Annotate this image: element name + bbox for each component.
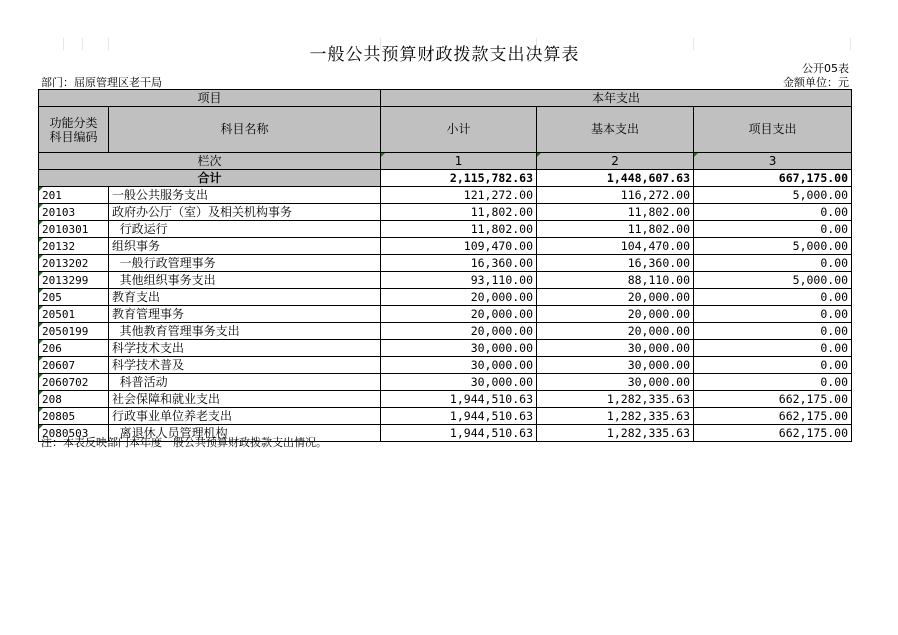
row-basic: 20,000.00 [537,289,694,306]
row-subtotal: 30,000.00 [381,374,537,391]
row-project: 0.00 [694,255,852,272]
row-project: 0.00 [694,323,852,340]
row-code: 20501 [39,306,109,323]
row-subtotal: 11,802.00 [381,204,537,221]
row-basic: 30,000.00 [537,357,694,374]
table-row [39,221,852,238]
row-name: 组织事务 [109,238,381,255]
row-basic: 1,282,335.63 [537,425,694,442]
row-name: 教育支出 [109,289,381,306]
row-subtotal: 20,000.00 [381,323,537,340]
index-row [39,153,852,170]
table-row [39,289,852,306]
row-name: 政府办公厅（室）及相关机构事务 [109,204,381,221]
row-project: 662,175.00 [694,425,852,442]
table-row [39,340,852,357]
row-project: 5,000.00 [694,238,852,255]
project-expense-header: 项目支出 [694,107,852,153]
table-row [39,238,852,255]
row-subtotal: 20,000.00 [381,306,537,323]
row-name: 其他组织事务支出 [109,272,381,289]
subtotal-header: 小计 [381,107,537,153]
code-header [39,107,109,153]
row-name: 科学技术普及 [109,357,381,374]
row-subtotal: 11,802.00 [381,221,537,238]
row-project: 662,175.00 [694,391,852,408]
total-basic: 1,448,607.63 [537,170,694,187]
row-basic: 88,110.00 [537,272,694,289]
row-basic: 16,360.00 [537,255,694,272]
current-year-header: 本年支出 [381,90,852,107]
total-row [39,170,852,187]
row-name: 社会保障和就业支出 [109,391,381,408]
code-header-line1: 功能分类 [49,115,98,130]
row-name: 行政事业单位养老支出 [109,408,381,425]
row-basic: 11,802.00 [537,221,694,238]
row-basic: 1,282,335.63 [537,408,694,425]
row-project: 0.00 [694,340,852,357]
unit-label: 金额单位：元 [783,76,849,89]
row-subtotal: 121,272.00 [381,187,537,204]
footnote: 注：本表反映部门本年度一般公共预算财政拨款支出情况。 [41,436,327,449]
row-code: 2080503 [39,425,109,442]
row-project: 0.00 [694,357,852,374]
row-subtotal: 16,360.00 [381,255,537,272]
header-row-1 [39,90,852,107]
row-subtotal: 30,000.00 [381,340,537,357]
index-2: 2 [537,153,694,170]
row-code: 20103 [39,204,109,221]
table-row [39,272,852,289]
table-row [39,374,852,391]
row-code: 208 [39,391,109,408]
row-name: 一般行政管理事务 [109,255,381,272]
basic-header: 基本支出 [537,107,694,153]
row-subtotal: 109,470.00 [381,238,537,255]
row-project: 662,175.00 [694,408,852,425]
row-project: 0.00 [694,374,852,391]
row-basic: 11,802.00 [537,204,694,221]
row-code: 2060702 [39,374,109,391]
row-code: 2013202 [39,255,109,272]
row-project: 5,000.00 [694,187,852,204]
table-row [39,204,852,221]
row-name: 其他教育管理事务支出 [109,323,381,340]
row-basic: 1,282,335.63 [537,391,694,408]
row-name: 科普活动 [109,374,381,391]
name-header: 科目名称 [109,107,381,153]
project-header: 项目 [39,90,381,107]
header-row-2 [39,107,852,153]
row-basic: 30,000.00 [537,340,694,357]
row-code: 205 [39,289,109,306]
row-subtotal: 30,000.00 [381,357,537,374]
total-subtotal: 2,115,782.63 [381,170,537,187]
total-project: 667,175.00 [694,170,852,187]
form-number: 公开05表 [802,62,849,75]
table-row [39,408,852,425]
expenditure-table [38,89,852,442]
row-project: 0.00 [694,204,852,221]
department-label: 部门：屈原管理区老干局 [41,76,162,89]
row-subtotal: 1,944,510.63 [381,425,537,442]
row-name: 教育管理事务 [109,306,381,323]
row-code: 201 [39,187,109,204]
row-subtotal: 93,110.00 [381,272,537,289]
row-subtotal: 1,944,510.63 [381,408,537,425]
row-basic: 20,000.00 [537,306,694,323]
row-basic: 104,470.00 [537,238,694,255]
row-basic: 116,272.00 [537,187,694,204]
table-row [39,306,852,323]
row-name: 离退休人员管理机构 [109,425,381,442]
row-code: 20132 [39,238,109,255]
code-header-line2: 科目编码 [49,129,98,144]
row-code: 2010301 [39,221,109,238]
index-3: 3 [694,153,852,170]
row-code: 2013299 [39,272,109,289]
row-subtotal: 1,944,510.63 [381,391,537,408]
row-code: 20607 [39,357,109,374]
row-basic: 20,000.00 [537,323,694,340]
table-row [39,187,852,204]
table-row [39,323,852,340]
row-name: 科学技术支出 [109,340,381,357]
row-index-label: 栏次 [39,153,381,170]
row-project: 0.00 [694,221,852,238]
row-code: 206 [39,340,109,357]
row-name: 一般公共服务支出 [109,187,381,204]
row-project: 0.00 [694,306,852,323]
row-basic: 30,000.00 [537,374,694,391]
table-row [39,391,852,408]
index-1: 1 [381,153,537,170]
row-name: 行政运行 [109,221,381,238]
row-subtotal: 20,000.00 [381,289,537,306]
row-code: 2050199 [39,323,109,340]
row-project: 0.00 [694,289,852,306]
table-row [39,255,852,272]
total-label: 合计 [39,170,381,187]
row-code: 20805 [39,408,109,425]
page-title: 一般公共预算财政拨款支出决算表 [309,45,580,65]
row-project: 5,000.00 [694,272,852,289]
table-row [39,357,852,374]
